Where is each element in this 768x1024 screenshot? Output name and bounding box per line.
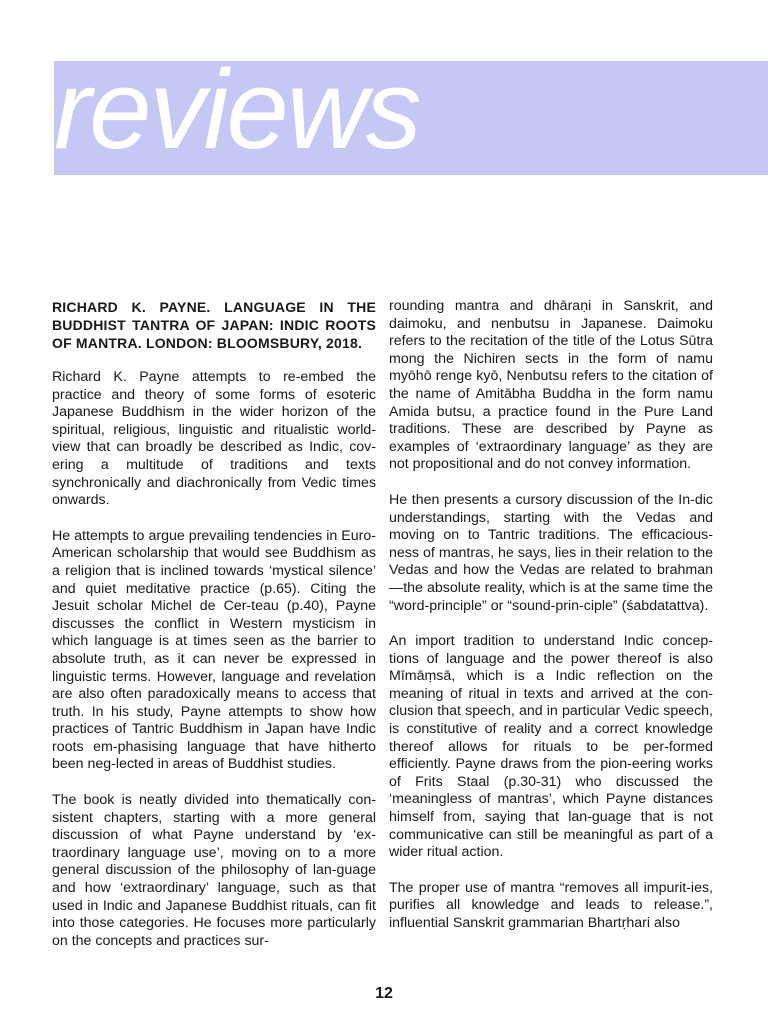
left-column bbox=[52, 298, 376, 968]
paragraph: The book is neatly divided into thematically con-sistent chapters, starting with a more general discussion of what Payne understand by ‘ex-traordinary language use’, moving on to a more general discussion of the philosophy of lan-guage and how ‘extraordinary’ language, such as that used in Indic and Japanese Buddhist rituals, can fit into those categories. He focuses more particularly on the concepts and practices sur- bbox=[52, 792, 376, 949]
right-column bbox=[389, 298, 713, 951]
paragraph: Richard K. Payne attempts to re-embed the practice and theory of some forms of esoteric Japanese Buddhism in the wider horizon of the spiritual, religious, linguistic and ritualistic world-view that can broadly be described as Indic, cov-ering a multitude of traditions and texts synchronically and diachronically from Vedic times onwards. bbox=[52, 369, 376, 509]
paragraph: rounding mantra and dhāraṇi in Sanskrit, and daimoku, and nenbutsu in Japanese. Daimoku refers to the recitation of the title of the Lotus Sūtra mong the Nichiren sects in the form of namu myōhō renge kyō, Nenbutsu refers to the citation of the name of Amitābha Buddha in the form namu Amida butsu, a practice found in the Pure Land traditions. These are described by Payne as examples of ‘extraordinary language’ as they are not propositional and do not convey information. bbox=[389, 298, 713, 473]
paragraph: An import tradition to understand Indic concep-tions of language and the power thereof is also Mīmāṃsā, which is a Indic reflection on the meaning of ritual in texts and arrived at the con-clusion that speech, and in particular Vedic speech, is constitutive of reality and a correct knowledge thereof allows for rituals to be per-formed efficiently. Payne draws from the pion-eering works of Frits Staal (p.30-31) who discussed the ‘meaningless of mantras’, which Payne distances himself from, saying that lan-guage that is not communicative can still be meaningful as part of a wider ritual action. bbox=[389, 633, 713, 861]
page-number: 12 bbox=[375, 985, 393, 1002]
paragraph: The proper use of mantra “removes all impurit-ies, purifies all knowledge and leads to release.”, influential Sanskrit grammarian Bhartṛhari also bbox=[389, 879, 713, 931]
paragraph: He attempts to argue prevailing tendencies in Euro-American scholarship that would see Buddhism as a religion that is inclined towards ‘mystical silence’ and quiet meditative practice (p.65). Citing the Jesuit scholar Michel de Cer-teau (p.40), Payne discusses the conflict in Western mysticism in which language is at times seen as the barrier to absolute truth, as it can never be expressed in linguistic terms. However, language and revelation are also often paradoxically means to access that truth. In his study, Payne attempts to show how practices of Tantric Buddhism in Japan have Indic roots em-phasising language that have hitherto been neg-lected in areas of Buddhist studies. bbox=[52, 527, 376, 773]
paragraph: He then presents a cursory discussion of the In-dic understandings, starting with the Vedas and moving on to Tantric traditions. The efficacious-ness of mantras, he says, lies in their relation to the Vedas and how the Vedas are related to brahman—the absolute reality, which is at the same time the “word-principle” or “sound-prin-ciple” (śabdatattva). bbox=[389, 491, 713, 614]
review-heading: RICHARD K. PAYNE. LANGUAGE IN THE BUDDHIST TANTRA OF JAPAN: INDIC ROOTS OF MANTRA. LONDON: BLOOMSBURY, 2018. bbox=[52, 299, 376, 351]
section-title: reviews bbox=[54, 47, 420, 172]
